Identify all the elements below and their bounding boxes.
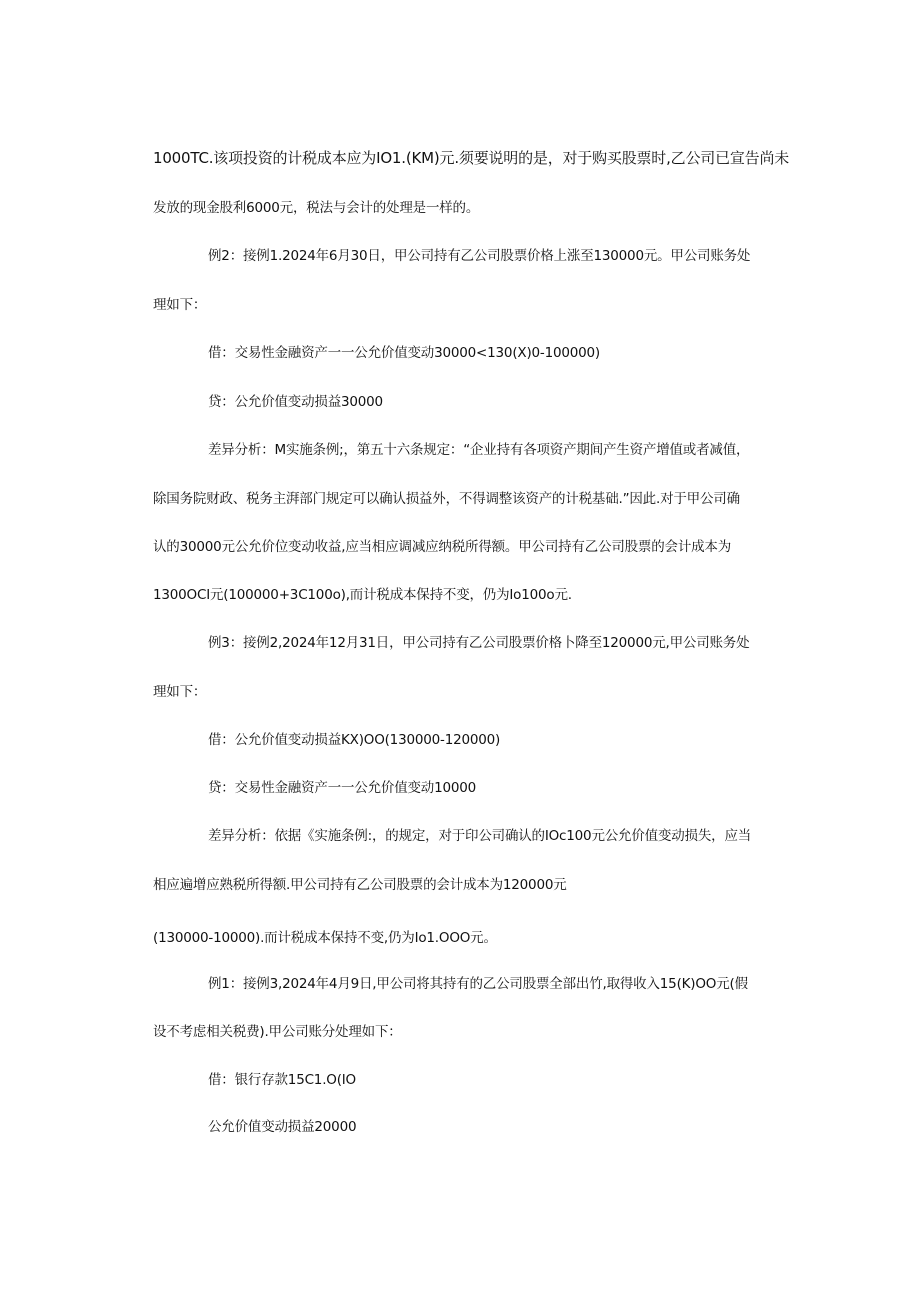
analysis-2-line-3: (130000-10000).而计税成本保持不变,仍为Io1.OOO元。 <box>153 930 497 946</box>
journal-credit-line-2: 贷：交易性金融资产一一公允价值变动10000 <box>208 780 477 796</box>
analysis-line-4: 1300OCI元(100000+3C100o),而计税成本保持不变，仍为Io100o元. <box>153 587 572 603</box>
journal-debit-line: 借：交易性金融资产一一公允价值变动30000<130(X)0-100000) <box>208 345 600 361</box>
example-3-continuation: 理如下： <box>153 684 207 700</box>
analysis-2-line-1: 差异分析：依据《实施条例:，的规定，对于印公司确认的IOc100元公允价值变动损失，应当 <box>208 828 752 844</box>
analysis-2-line-2: 相应遍增应熟税所得额.甲公司持有乙公司股票的会计成本为120000元 <box>153 877 567 893</box>
example-4-heading: 例1：接例3,2024年4月9日,甲公司将其持有的乙公司股票全部出竹,取得收入15(K)OO元(假 <box>208 976 748 992</box>
journal-debit-line-3: 借：银行存款15C1.O(IO <box>208 1072 356 1088</box>
example-3-heading: 例3：接例2,2024年12月31日，甲公司持有乙公司股票价格卜降至120000元,甲公司账务处 <box>208 635 750 651</box>
analysis-line-2: 除国务院财政、税务主湃部门规定可以确认损益外，不得调整该资产的计税基础.”因此.对于甲公司确 <box>153 491 740 507</box>
analysis-line-3: 认的30000元公允价位变动收益,应当相应调减应纳税所得额。甲公司持有乙公司股票的会计成本为 <box>153 539 732 555</box>
example-2-continuation: 理如下： <box>153 297 207 313</box>
journal-credit-line: 贷：公允价值变动损益30000 <box>208 394 383 410</box>
paragraph-line-2: 发放的现金股利6000元，税法与会计的处理是一样的。 <box>153 200 480 216</box>
example-2-heading: 例2：接例1.2024年6月30日，甲公司持有乙公司股票价格上涨至130000元。甲公司账务处 <box>208 248 751 264</box>
journal-debit-line-3b: 公允价值变动损益20000 <box>208 1119 357 1135</box>
paragraph-line-1: 1000TC.该项投资的计税成本应为IO1.(KM)元.须要说明的是，对于购买股票时,乙公司已宣告尚未 <box>153 149 790 167</box>
journal-debit-line-2: 借：公允价值变动损益KX)OO(130000-120000) <box>208 732 501 748</box>
analysis-line-1: 差异分析：M实施条例;，第五十六条规定：“企业持有各项资产期间产生资产增值或者减值， <box>208 442 750 458</box>
example-4-continuation: 设不考虑相关税费).甲公司账分处理如下： <box>153 1024 402 1040</box>
